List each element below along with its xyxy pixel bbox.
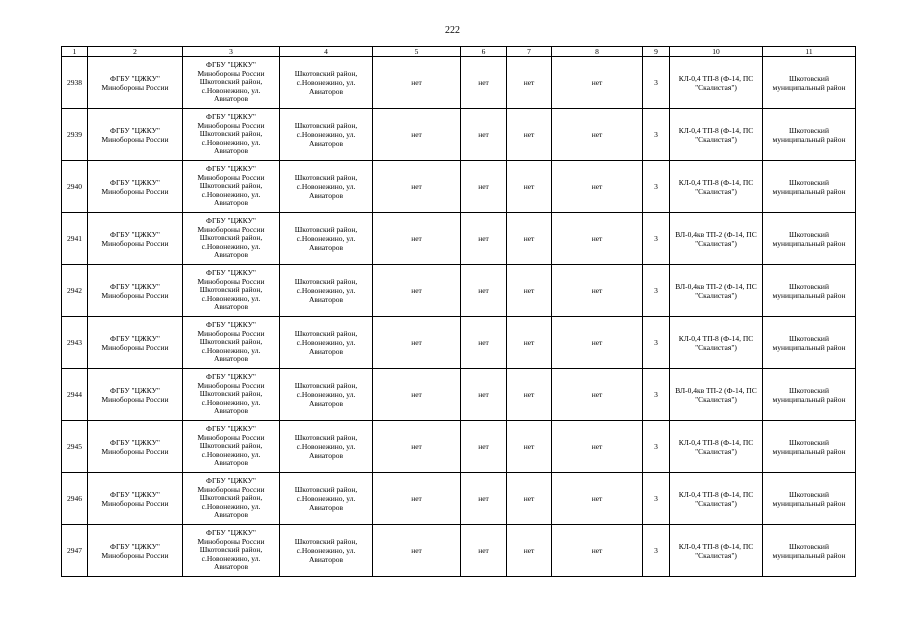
- table-row: [62, 57, 856, 109]
- value-cell: нет: [552, 57, 643, 109]
- value-cell: нет: [507, 161, 552, 213]
- table-row: [62, 213, 856, 265]
- owner-address-cell: ФГБУ "ЦЖКУ" Минобороны России Шкотовский район, с.Новонежино, ул. Авиаторов: [183, 525, 280, 577]
- location-cell: Шкотовский район, с.Новонежино, ул. Авиаторов: [280, 421, 373, 473]
- owner-cell: ФГБУ "ЦЖКУ" Минобороны России: [88, 213, 183, 265]
- value-cell: нет: [552, 525, 643, 577]
- column-header: 6: [461, 47, 507, 57]
- power-line-cell: КЛ-0,4 ТП-8 (Ф-14, ПС "Скалистая"): [670, 525, 763, 577]
- header-row: [62, 47, 856, 57]
- count-cell: 3: [643, 473, 670, 525]
- column-header: 3: [183, 47, 280, 57]
- location-cell: Шкотовский район, с.Новонежино, ул. Авиаторов: [280, 161, 373, 213]
- value-cell: нет: [373, 57, 461, 109]
- power-line-cell: КЛ-0,4 ТП-8 (Ф-14, ПС "Скалистая"): [670, 473, 763, 525]
- value-cell: нет: [552, 265, 643, 317]
- table-row: [62, 161, 856, 213]
- column-header: 9: [643, 47, 670, 57]
- value-cell: нет: [507, 213, 552, 265]
- value-cell: нет: [507, 317, 552, 369]
- owner-cell: ФГБУ "ЦЖКУ" Минобороны России: [88, 265, 183, 317]
- owner-address-cell: ФГБУ "ЦЖКУ" Минобороны России Шкотовский район, с.Новонежино, ул. Авиаторов: [183, 213, 280, 265]
- power-line-cell: КЛ-0,4 ТП-8 (Ф-14, ПС "Скалистая"): [670, 109, 763, 161]
- district-cell: Шкотовский муниципальный район: [763, 317, 856, 369]
- district-cell: Шкотовский муниципальный район: [763, 421, 856, 473]
- power-line-cell: КЛ-0,4 ТП-8 (Ф-14, ПС "Скалистая"): [670, 161, 763, 213]
- table-body: [62, 57, 856, 577]
- value-cell: нет: [373, 421, 461, 473]
- value-cell: нет: [461, 57, 507, 109]
- value-cell: нет: [507, 265, 552, 317]
- power-line-cell: ВЛ-0,4кв ТП-2 (Ф-14, ПС "Скалистая"): [670, 369, 763, 421]
- power-line-cell: КЛ-0,4 ТП-8 (Ф-14, ПС "Скалистая"): [670, 317, 763, 369]
- owner-address-cell: ФГБУ "ЦЖКУ" Минобороны России Шкотовский район, с.Новонежино, ул. Авиаторов: [183, 421, 280, 473]
- owner-cell: ФГБУ "ЦЖКУ" Минобороны России: [88, 161, 183, 213]
- value-cell: нет: [461, 265, 507, 317]
- count-cell: 3: [643, 317, 670, 369]
- owner-cell: ФГБУ "ЦЖКУ" Минобороны России: [88, 317, 183, 369]
- count-cell: 3: [643, 525, 670, 577]
- count-cell: 3: [643, 213, 670, 265]
- value-cell: нет: [552, 369, 643, 421]
- owner-address-cell: ФГБУ "ЦЖКУ" Минобороны России Шкотовский район, с.Новонежино, ул. Авиаторов: [183, 161, 280, 213]
- page-number: 222: [445, 25, 460, 36]
- row-number-cell: 2941: [62, 213, 88, 265]
- value-cell: нет: [373, 369, 461, 421]
- value-cell: нет: [507, 369, 552, 421]
- value-cell: нет: [507, 421, 552, 473]
- district-cell: Шкотовский муниципальный район: [763, 109, 856, 161]
- value-cell: нет: [461, 421, 507, 473]
- district-cell: Шкотовский муниципальный район: [763, 213, 856, 265]
- owner-address-cell: ФГБУ "ЦЖКУ" Минобороны России Шкотовский район, с.Новонежино, ул. Авиаторов: [183, 317, 280, 369]
- value-cell: нет: [552, 109, 643, 161]
- location-cell: Шкотовский район, с.Новонежино, ул. Авиаторов: [280, 265, 373, 317]
- owner-address-cell: ФГБУ "ЦЖКУ" Минобороны России Шкотовский район, с.Новонежино, ул. Авиаторов: [183, 57, 280, 109]
- value-cell: нет: [461, 473, 507, 525]
- column-header: 5: [373, 47, 461, 57]
- table-row: [62, 421, 856, 473]
- table-row: [62, 109, 856, 161]
- power-line-cell: КЛ-0,4 ТП-8 (Ф-14, ПС "Скалистая"): [670, 57, 763, 109]
- location-cell: Шкотовский район, с.Новонежино, ул. Авиаторов: [280, 525, 373, 577]
- location-cell: Шкотовский район, с.Новонежино, ул. Авиаторов: [280, 317, 373, 369]
- location-cell: Шкотовский район, с.Новонежино, ул. Авиаторов: [280, 213, 373, 265]
- power-line-cell: КЛ-0,4 ТП-8 (Ф-14, ПС "Скалистая"): [670, 421, 763, 473]
- row-number-cell: 2943: [62, 317, 88, 369]
- district-cell: Шкотовский муниципальный район: [763, 265, 856, 317]
- value-cell: нет: [461, 317, 507, 369]
- value-cell: нет: [507, 109, 552, 161]
- value-cell: нет: [552, 213, 643, 265]
- column-header: 7: [507, 47, 552, 57]
- district-cell: Шкотовский муниципальный район: [763, 525, 856, 577]
- value-cell: нет: [552, 473, 643, 525]
- value-cell: нет: [373, 213, 461, 265]
- value-cell: нет: [373, 109, 461, 161]
- value-cell: нет: [552, 317, 643, 369]
- column-header: 10: [670, 47, 763, 57]
- owner-address-cell: ФГБУ "ЦЖКУ" Минобороны России Шкотовский район, с.Новонежино, ул. Авиаторов: [183, 369, 280, 421]
- table-row: [62, 265, 856, 317]
- district-cell: Шкотовский муниципальный район: [763, 161, 856, 213]
- column-header: 11: [763, 47, 856, 57]
- owner-cell: ФГБУ "ЦЖКУ" Минобороны России: [88, 473, 183, 525]
- value-cell: нет: [552, 161, 643, 213]
- row-number-cell: 2938: [62, 57, 88, 109]
- count-cell: 3: [643, 161, 670, 213]
- district-cell: Шкотовский муниципальный район: [763, 369, 856, 421]
- location-cell: Шкотовский район, с.Новонежино, ул. Авиаторов: [280, 109, 373, 161]
- value-cell: нет: [373, 161, 461, 213]
- table-row: [62, 473, 856, 525]
- table-row: [62, 317, 856, 369]
- value-cell: нет: [507, 57, 552, 109]
- column-header: 1: [62, 47, 88, 57]
- count-cell: 3: [643, 57, 670, 109]
- power-line-cell: ВЛ-0,4кв ТП-2 (Ф-14, ПС "Скалистая"): [670, 265, 763, 317]
- value-cell: нет: [373, 317, 461, 369]
- value-cell: нет: [507, 525, 552, 577]
- owner-cell: ФГБУ "ЦЖКУ" Минобороны России: [88, 525, 183, 577]
- registry-table: [61, 46, 856, 577]
- district-cell: Шкотовский муниципальный район: [763, 473, 856, 525]
- column-header: 8: [552, 47, 643, 57]
- column-header: 2: [88, 47, 183, 57]
- row-number-cell: 2940: [62, 161, 88, 213]
- row-number-cell: 2944: [62, 369, 88, 421]
- value-cell: нет: [507, 473, 552, 525]
- value-cell: нет: [373, 473, 461, 525]
- table-row: [62, 369, 856, 421]
- value-cell: нет: [373, 265, 461, 317]
- owner-address-cell: ФГБУ "ЦЖКУ" Минобороны России Шкотовский район, с.Новонежино, ул. Авиаторов: [183, 473, 280, 525]
- power-line-cell: ВЛ-0,4кв ТП-2 (Ф-14, ПС "Скалистая"): [670, 213, 763, 265]
- owner-cell: ФГБУ "ЦЖКУ" Минобороны России: [88, 369, 183, 421]
- value-cell: нет: [461, 213, 507, 265]
- count-cell: 3: [643, 421, 670, 473]
- count-cell: 3: [643, 109, 670, 161]
- value-cell: нет: [461, 109, 507, 161]
- row-number-cell: 2946: [62, 473, 88, 525]
- value-cell: нет: [461, 161, 507, 213]
- row-number-cell: 2939: [62, 109, 88, 161]
- count-cell: 3: [643, 369, 670, 421]
- location-cell: Шкотовский район, с.Новонежино, ул. Авиаторов: [280, 369, 373, 421]
- location-cell: Шкотовский район, с.Новонежино, ул. Авиаторов: [280, 473, 373, 525]
- district-cell: Шкотовский муниципальный район: [763, 57, 856, 109]
- owner-cell: ФГБУ "ЦЖКУ" Минобороны России: [88, 109, 183, 161]
- owner-cell: ФГБУ "ЦЖКУ" Минобороны России: [88, 57, 183, 109]
- table-row: [62, 525, 856, 577]
- row-number-cell: 2947: [62, 525, 88, 577]
- location-cell: Шкотовский район, с.Новонежино, ул. Авиаторов: [280, 57, 373, 109]
- value-cell: нет: [461, 525, 507, 577]
- owner-cell: ФГБУ "ЦЖКУ" Минобороны России: [88, 421, 183, 473]
- value-cell: нет: [373, 525, 461, 577]
- column-header: 4: [280, 47, 373, 57]
- count-cell: 3: [643, 265, 670, 317]
- owner-address-cell: ФГБУ "ЦЖКУ" Минобороны России Шкотовский район, с.Новонежино, ул. Авиаторов: [183, 265, 280, 317]
- value-cell: нет: [461, 369, 507, 421]
- row-number-cell: 2942: [62, 265, 88, 317]
- value-cell: нет: [552, 421, 643, 473]
- owner-address-cell: ФГБУ "ЦЖКУ" Минобороны России Шкотовский район, с.Новонежино, ул. Авиаторов: [183, 109, 280, 161]
- row-number-cell: 2945: [62, 421, 88, 473]
